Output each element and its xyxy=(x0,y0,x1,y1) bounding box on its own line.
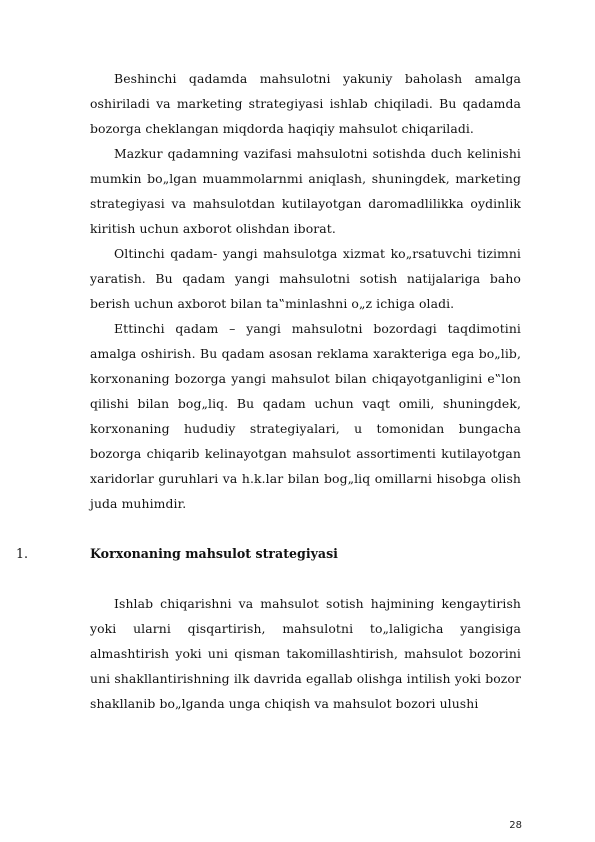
paragraph-product-strategy xyxy=(90,591,521,716)
paragraph-fifth-step xyxy=(90,66,521,141)
paragraph-text: Oltinchi qadam- yangi mahsulotga xizmat ko„rsatuvchi tizimni yaratish. Bu qadam yangi mahsulotni sotish natijalariga baho berish uchun axborot bilan ta‟minlashni o„z ichiga oladi. xyxy=(90,246,521,311)
paragraph-text: Mazkur qadamning vazifasi mahsulotni sotishda duch kelinishi mumkin bo„lgan muammolarnmi aniqlash, shuningdek, marketing strategiyasi va mahsulotdan kutilayotgan daromadlilikka oydinlik kiritish uchun axborot olishdan iborat. xyxy=(90,146,521,236)
section-number: 1. xyxy=(16,546,29,561)
page-number: 28 xyxy=(509,820,522,831)
paragraph-step-task xyxy=(90,141,521,241)
section-title: Korxonaning mahsulot strategiyasi xyxy=(90,546,338,561)
paragraph-sixth-step xyxy=(90,241,521,316)
section-heading xyxy=(16,546,338,561)
paragraph-text: Ettinchi qadam – yangi mahsulotni bozordagi taqdimotini amalga oshirish. Bu qadam asosan reklama xarakteriga ega bo„lib, korxonaning bozorga yangi mahsulot bilan chiqayotganligini e‟lon qilishi bilan bog„liq. Bu qadam uchun vaqt omili, shuningdek, korxonaning hududiy strategiyalari, u tomonidan bungacha bozorga chiqarib kelinayotgan mahsulot assortimenti kutilayotgan xaridorlar guruhlari va h.k.lar bilan bog„liq omillarni hisobga olish juda muhimdir. xyxy=(90,321,521,511)
paragraph-text: Ishlab chiqarishni va mahsulot sotish hajmining kengaytirish yoki ularni qisqartirish, mahsulotni to„laligicha yangisiga almashtirish yoki uni qisman takomillashtirish, mahsulot bozorini uni shakllantirishning ilk davrida egallab olishga intilish yoki bozor shakllanib bo„lganda unga chiqish va mahsulot bozori ulushi xyxy=(90,596,521,711)
paragraph-text: Beshinchi qadamda mahsulotni yakuniy baholash amalga oshiriladi va marketing strategiyasi ishlab chiqiladi. Bu qadamda bozorga cheklangan miqdorda haqiqiy mahsulot chiqariladi. xyxy=(90,71,521,136)
paragraph-seventh-step xyxy=(90,316,521,516)
